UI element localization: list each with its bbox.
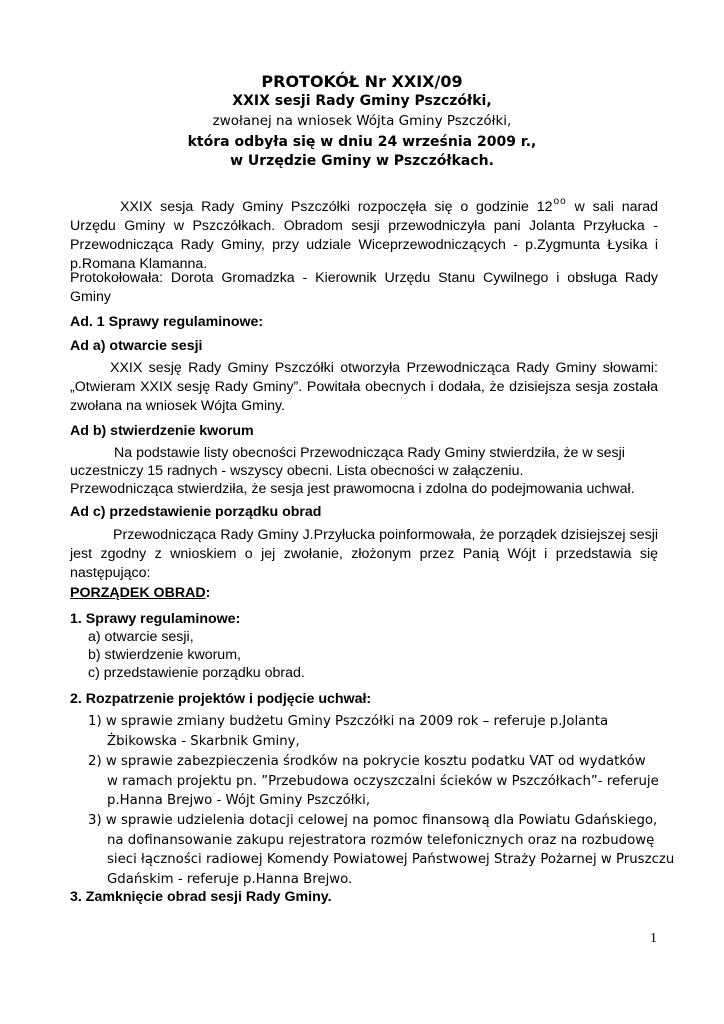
agenda-title: PORZĄDEK OBRAD: (70, 585, 211, 601)
session-line: XXIX sesji Rady Gminy Pszczółki, (232, 93, 492, 109)
section-ad-b-line3: Przewodnicząca stwierdziła, że sesja jest prawomocna i zdolna do podejmowania uchwał. (70, 481, 635, 497)
intro-paragraph: XXIX sesja Rady Gminy Pszczółki rozpoczęła się o godzinie $12^{oo}$ w sali narad Urzędu Gminy w Pszczółkach. Obradom sesji przewodniczyła pani Jolanta Przyłucka - Przewodnicząca Rady Gminy, przy udziale Wiceprzewodniczących - p.Zygmunta Łysika i p.Romana Klamanna. (70, 196, 658, 272)
agenda-sub-item: b) stwierdzenie kworum, (88, 647, 241, 663)
section-ad-a-heading: Ad a) otwarcie sesji (70, 338, 203, 354)
convened-line: zwołanej na wniosek Wójta Gminy Pszczółki, (212, 113, 512, 129)
project-item-3: 3) w sprawie udzielenia dotacji celowej na pomoc finansową dla Powiatu Gdańskiego, na dofinansowanie zakupu rejestratora rozmów telefonicznych oraz na rozbudowę sieci łączności radiowej Komendy Powiatowej Państwowej Straży Pożarnej w Pruszczu Gdańskim - referuje p.Hanna Brejwo. (88, 813, 675, 887)
project-item-2: 2) w sprawie zabezpieczenia środków na pokrycie kosztu podatku VAT od wydatków w ramach projektu pn. ”Przebudowa oczyszczalni ścieków w Pszczółkach”- referuje p.Hanna Brejwo - Wójt Gminy Pszczółki, (88, 754, 659, 808)
page-number: 1 (650, 931, 657, 946)
section-ad-a-text: XXIX sesję Rady Gminy Pszczółki otworzyła Przewodnicząca Rady Gminy słowami: „Otwieram XXIX sesję Rady Gminy”. Powitała obecnych i dodała, że dzisiejsza sesja została zwołana na wniosek Wójta Gminy. (70, 360, 658, 414)
section-ad-c-text: Przewodnicząca Rady Gminy J.Przyłucka poinformowała, że porządek dzisiejszej sesji jest zgodny z wnioskiem o jej zwołanie, złożonym przez Panią Wójt i przedstawia się następująco: (70, 527, 658, 581)
location-line: w Urzędzie Gminy w Pszczółkach. (230, 153, 494, 169)
section-ad-c-heading: Ad c) przedstawienie porządku obrad (70, 504, 322, 520)
project-item-1: 1) w sprawie zmiany budżetu Gminy Pszczółki na 2009 rok – referuje p.Jolanta Żbikowska - Skarbnik Gminy, (88, 714, 609, 749)
protocol-paragraph: Protokołowała: Dorota Gromadzka - Kierownik Urzędu Stanu Cywilnego i obsługa Rady Gminy (70, 270, 658, 305)
agenda-sub-item: c) przedstawienie porządku obrad. (88, 665, 305, 681)
section-ad1-heading: Ad. 1 Sprawy regulaminowe: (70, 314, 264, 330)
agenda-item-1: 1. Sprawy regulaminowe: (70, 611, 241, 627)
document-title: PROTOKÓŁ Nr XXIX/09 (261, 72, 463, 91)
section-ad-b-line2: uczestniczy 15 radnych - wszyscy obecni. Lista obecności w załączeniu. (70, 463, 524, 479)
agenda-item-3: 3. Zamknięcie obrad sesji Rady Gminy. (70, 889, 332, 905)
section-ad-b-heading: Ad b) stwierdzenie kworum (70, 423, 254, 439)
agenda-item-2: 2. Rozpatrzenie projektów i podjęcie uchwał: (70, 691, 372, 707)
date-line: która odbyła się w dniu 24 września 2009 r., (187, 134, 537, 150)
agenda-sub-item: a) otwarcie sesji, (88, 629, 194, 645)
section-ad-b-line1: Na podstawie listy obecności Przewodnicząca Rady Gminy stwierdziła, że w sesji (114, 445, 625, 461)
